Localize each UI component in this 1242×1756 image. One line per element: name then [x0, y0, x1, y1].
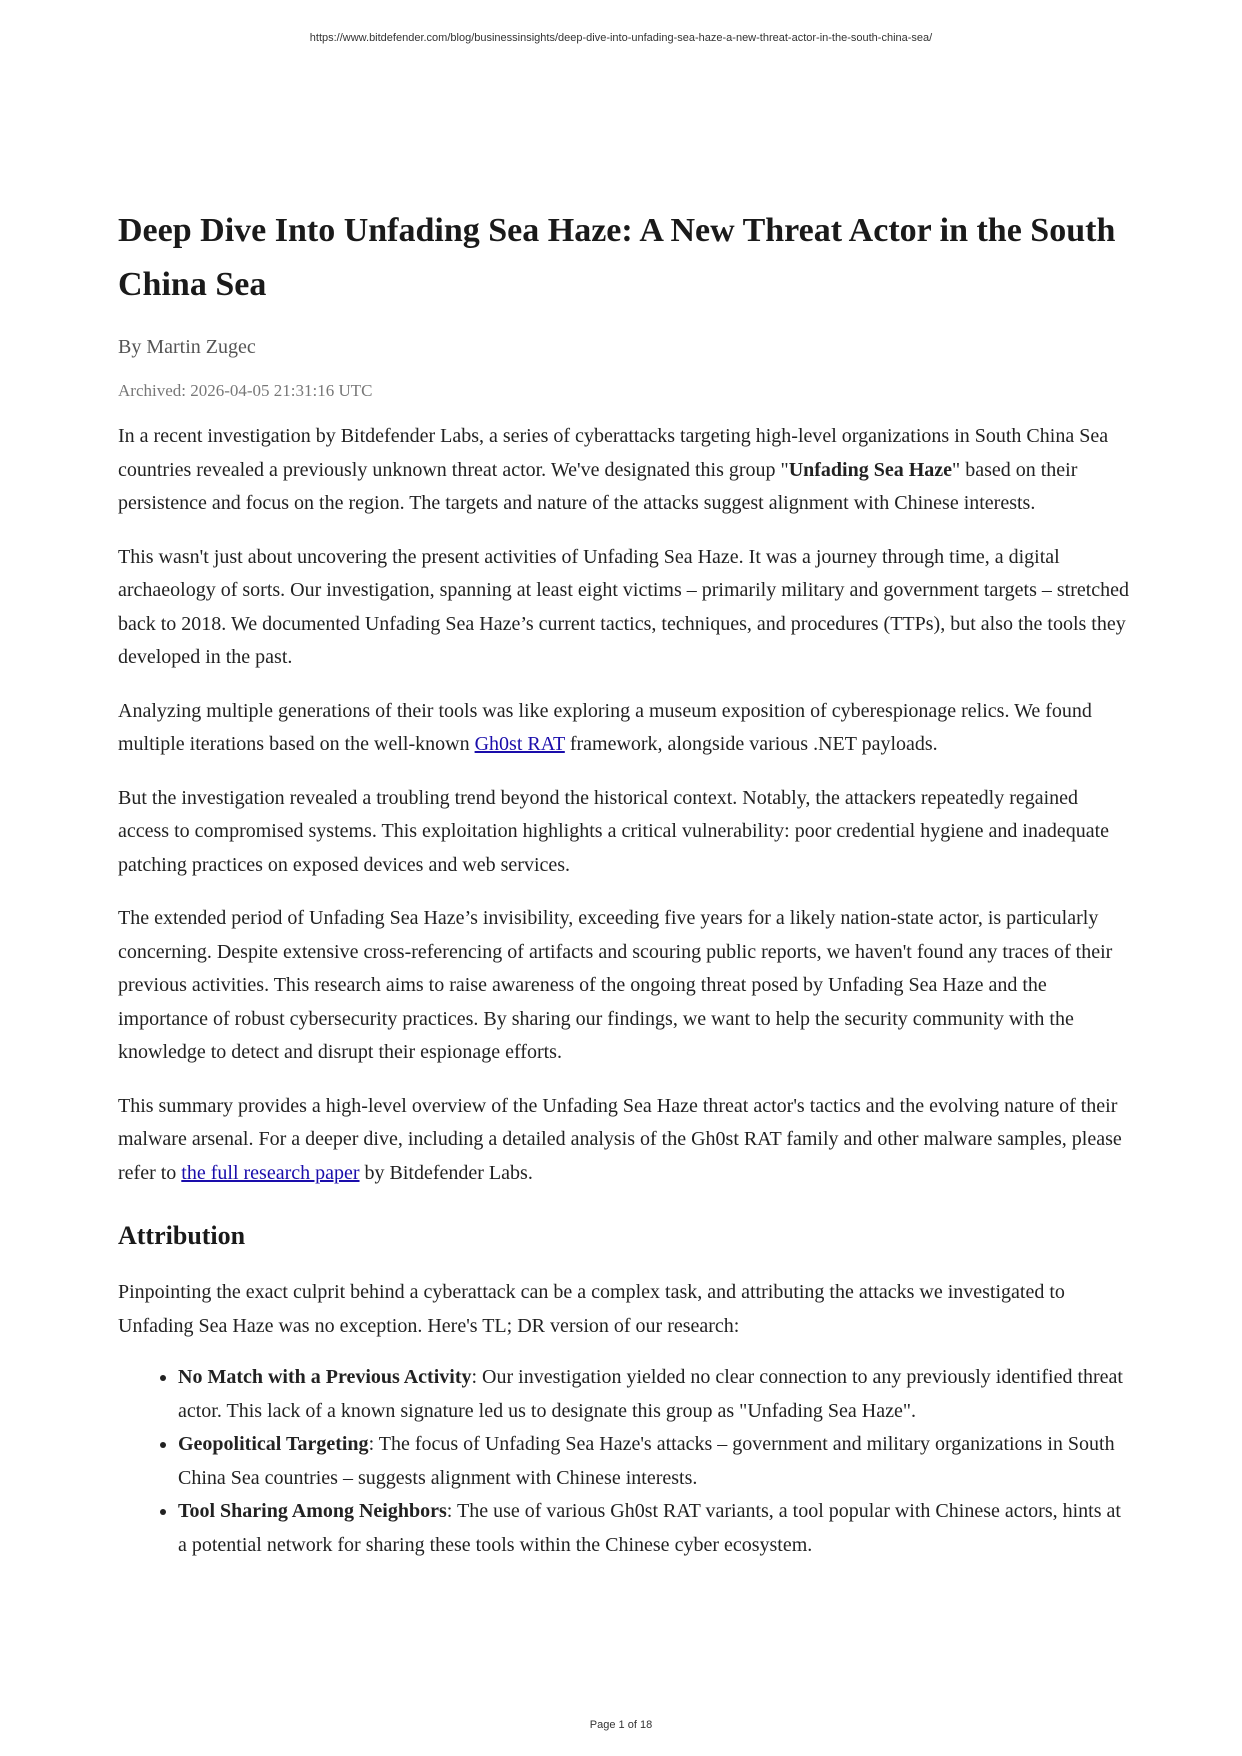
list-item — [178, 1361, 1133, 1428]
list-item-term: Tool Sharing Among Neighbors — [178, 1500, 447, 1522]
article-title: Deep Dive Into Unfading Sea Haze: A New Threat Actor in the South China Sea — [118, 212, 1116, 303]
attribution-intro: Pinpointing the exact culprit behind a cyberattack can be a complex task, and attributing the attacks we investigated to Unfading Sea Haze was no exception. Here's TL; DR version of our research: — [118, 1281, 1065, 1337]
article — [118, 204, 1133, 1562]
list-item — [178, 1428, 1133, 1495]
attribution-heading: Attribution — [118, 1221, 246, 1250]
list-item-text: : The focus of Unfading Sea Haze's attacks – government and military organizations in South China Sea countries – suggests alignment with Chinese interests. — [178, 1433, 1115, 1489]
list-item-term: No Match with a Previous Activity — [178, 1366, 472, 1388]
paragraph-summary: This summary provides a high-level overview of the Unfading Sea Haze threat actor's tactics and the evolving nature of their malware arsenal. For a deeper dive, including a detailed analysis of the Gh0st RAT family and other malware samples, please refer to the full research paper by Bitdefender Labs. — [118, 1094, 1122, 1184]
list-item — [178, 1495, 1133, 1562]
paragraph-invisibility: The extended period of Unfading Sea Haze’s invisibility, exceeding five years for a likely nation-state actor, is particularly concerning. Despite extensive cross-referencing of artifacts and scouring public reports, we haven't found any traces of their previous activities. This research aims to raise awareness of the ongoing threat posed by Unfading Sea Haze and the importance of robust cybersecurity practices. By sharing our findings, we want to help the security community with the knowledge to detect and disrupt their espionage efforts. — [118, 907, 1113, 1063]
attribution-list — [118, 1361, 1133, 1562]
gh0st-rat-link[interactable]: Gh0st RAT — [474, 733, 565, 755]
group-name-bold: Unfading Sea Haze — [788, 458, 953, 481]
list-item-text: : Our investigation yielded no clear connection to any previously identified threat actor. This lack of a known signature led us to designate this group as "Unfading Sea Haze". — [178, 1366, 1123, 1422]
page-number: Page 1 of 18 — [589, 1719, 653, 1731]
source-url: https://www.bitdefender.com/blog/businessinsights/deep-dive-into-unfading-sea-haze-a-new-threat-actor-in-the-south-china-sea/ — [309, 32, 933, 44]
paragraph-troubling-trend: But the investigation revealed a troubling trend beyond the historical context. Notably, the attackers repeatedly regained access to compromised systems. This exploitation highlights a critical vulnerability: poor credential hygiene and inadequate patching practices on exposed devices and web services. — [118, 786, 1110, 876]
research-paper-link[interactable]: the full research paper — [181, 1161, 360, 1184]
archived-timestamp: Archived: 2026-04-05 21:31:16 UTC — [118, 381, 373, 400]
list-item-text: : The use of various Gh0st RAT variants, a tool popular with Chinese actors, hints at a potential network for sharing these tools within the Chinese cyber ecosystem. — [178, 1500, 1121, 1556]
paragraph-digital-archaeology: This wasn't just about uncovering the present activities of Unfading Sea Haze. It was a journey through time, a digital archaeology of sorts. Our investigation, spanning at least eight victims – primarily military and government targets – stretched back to 2018. We documented Unfading Sea Haze’s current tactics, techniques, and procedures (TTPs), but also the tools they developed in the past. — [118, 545, 1130, 668]
paragraph-tool-generations: Analyzing multiple generations of their tools was like exploring a museum exposition of cyberespionage relics. We found multiple iterations based on the well-known Gh0st RAT framework, alongside various .NET payloads. — [118, 699, 1092, 755]
paragraph-intro: In a recent investigation by Bitdefender Labs, a series of cyberattacks targeting high-level organizations in South China Sea countries revealed a previously unknown threat actor. We've designated this group "Unfading Sea Haze" based on their persistence and focus on the region. The targets and nature of the attacks suggest alignment with Chinese interests. — [118, 425, 1109, 514]
byline: By Martin Zugec — [118, 336, 256, 358]
list-item-term: Geopolitical Targeting — [178, 1433, 369, 1455]
